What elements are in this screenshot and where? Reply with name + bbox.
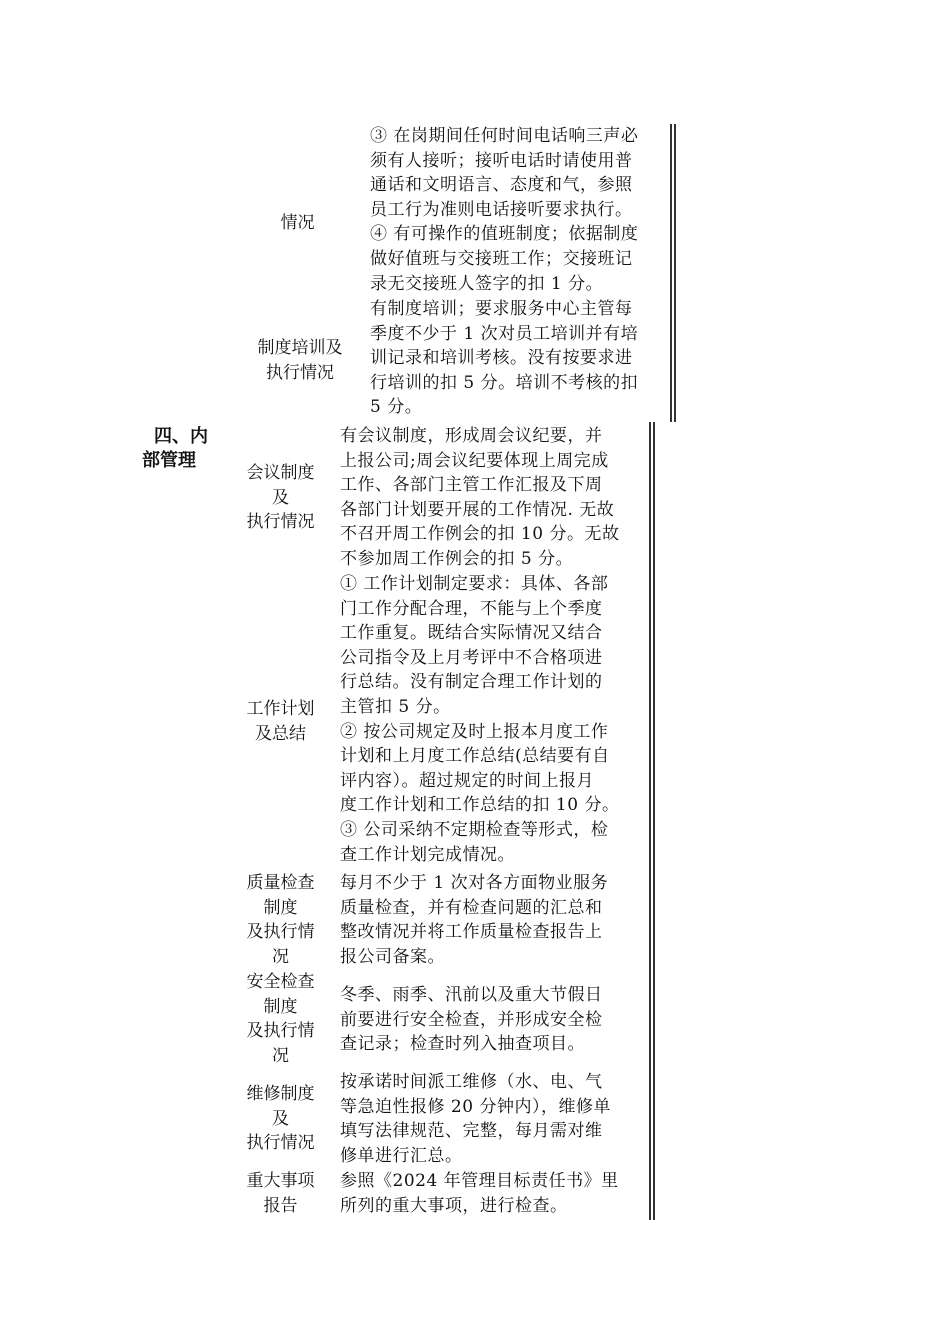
text-line: 5 分。 [370,397,423,418]
maintenance-text [340,1070,640,1168]
label-line: 制度 [263,897,298,918]
text-line: 行培训的扣 5 分。培训不考核的扣 [370,372,639,393]
text-line: 等急迫性报修 20 分钟内），维修单 [340,1096,611,1117]
safety-check-label [238,970,323,1068]
label-line: 况 [272,946,289,967]
upper-row2-label [245,336,355,385]
label-line: 况 [272,1045,289,1066]
text-line: 员工行为准则电话接听要求执行。 [370,199,633,220]
label-line: 及执行情 [246,1021,315,1042]
text-line: ① 工作计划制定要求：具体、各部 [340,574,609,594]
text-line: 工作、各部门主管工作汇报及下周 [340,475,603,496]
text-line: 修单进行汇总。 [340,1145,463,1166]
label-line: 质量检查 [246,873,315,893]
label-line: 会议制度 [246,463,315,483]
text-line: 报公司备案。 [340,946,445,967]
text-line: 通话和文明语言、态度和气，参照 [370,175,633,196]
text-line: 有会议制度，形成周会议纪要，并 [340,426,603,446]
lower-right-border [649,422,651,1220]
upper-row2-text [370,297,665,420]
label-line: 工作计划 [246,699,315,719]
safety-check-text [340,983,640,1057]
text-line: 各部门计划要开展的工作情况. 无故 [340,499,615,520]
text-line: 门工作分配合理，不能与上个季度 [340,598,603,619]
text-line: 填写法律规范、完整，每月需对维 [340,1121,603,1142]
text-line: 前要进行安全检查，并形成安全检 [340,1009,603,1030]
quality-check-text [340,871,640,969]
label-line: 及总结 [255,723,306,744]
text-line: 季度不少于 1 次对员工培训并有培 [370,323,639,344]
text-line: 做好值班与交接班工作；交接班记 [370,248,633,269]
text-line: ② 按公司规定及时上报本月度工作 [340,721,609,742]
text-line: 不召开周工作例会的扣 10 分。无故 [340,524,620,545]
text-line: 须有人接听；接听电话时请使用普 [370,150,633,171]
text-line: 参照《2024 年管理目标责任书》里 [340,1171,619,1191]
text-line: 评内容）。超过规定的时间上报月 [340,770,594,791]
text-line: ③ 公司采纳不定期检查等形式，检 [340,819,609,840]
text-line: 冬季、雨季、汛前以及重大节假日 [340,985,603,1005]
label-line: 报告 [263,1195,298,1216]
label-line: 执行情况 [246,1133,315,1154]
lower-right-border-inner [653,422,655,1220]
label-line: 及 [272,487,289,508]
section-title-line: 四、内 [154,426,208,447]
text-line: 行总结。没有制定合理工作计划的 [340,672,603,693]
text-line: 计划和上月度工作总结(总结要有自 [340,746,610,767]
label-line: 执行情况 [266,362,334,383]
label-line: 及执行情 [246,922,315,943]
text-line: 主管扣 5 分。 [340,696,451,717]
section-title [142,425,217,473]
major-report-text [340,1169,640,1218]
quality-check-label [238,871,323,969]
text-line: 质量检查，并有检查问题的汇总和 [340,897,603,918]
text-line: 不参加周工作例会的扣 5 分。 [340,548,574,569]
text-line: 有制度培训；要求服务中心主管每 [370,299,633,319]
text-line: 训记录和培训考核。没有按要求进 [370,348,633,369]
upper-row1-label: 情况 [280,213,315,233]
text-line: 上报公司;周会议纪要体现上周完成 [340,450,609,471]
label-line: 安全检查 [246,972,315,992]
text-line: 公司指令及上月考评中不合格项进 [340,647,603,668]
text-line: 整改情况并将工作质量检查报告上 [340,922,603,943]
label-line: 维修制度 [246,1084,315,1104]
label-line: 及 [272,1108,289,1129]
text-line: ④ 有可操作的值班制度；依据制度 [370,224,639,245]
text-line: ③ 在岗期间任何时间电话响三声必 [370,126,639,146]
major-report-label [238,1169,323,1218]
text-line: 度工作计划和工作总结的扣 10 分。 [340,795,620,816]
upper-right-border-inner [674,124,676,422]
text-line: 按承诺时间派工维修（水、电、气 [340,1072,603,1092]
work-plan-label [238,697,323,746]
label-line: 重大事项 [246,1171,315,1191]
label-line: 制度培训及 [257,338,343,358]
maintenance-label [238,1082,323,1156]
upper-right-border [670,124,672,422]
label-line: 制度 [263,996,298,1017]
label-line: 执行情况 [246,512,315,533]
section-title-line: 部管理 [142,450,196,471]
text-line: 查记录；检查时列入抽查项目。 [340,1034,585,1055]
text-line: 查工作计划完成情况。 [340,844,515,865]
text-line: 每月不少于 1 次对各方面物业服务 [340,873,609,893]
text-line: 录无交接班人签字的扣 1 分。 [370,273,604,294]
meeting-text [340,424,640,572]
text-line: 工作重复。既结合实际情况又结合 [340,623,603,644]
text-line: 所列的重大事项，进行检查。 [340,1195,568,1216]
meeting-label [238,461,323,535]
upper-row1-text [370,124,665,296]
work-plan-text [340,572,640,867]
